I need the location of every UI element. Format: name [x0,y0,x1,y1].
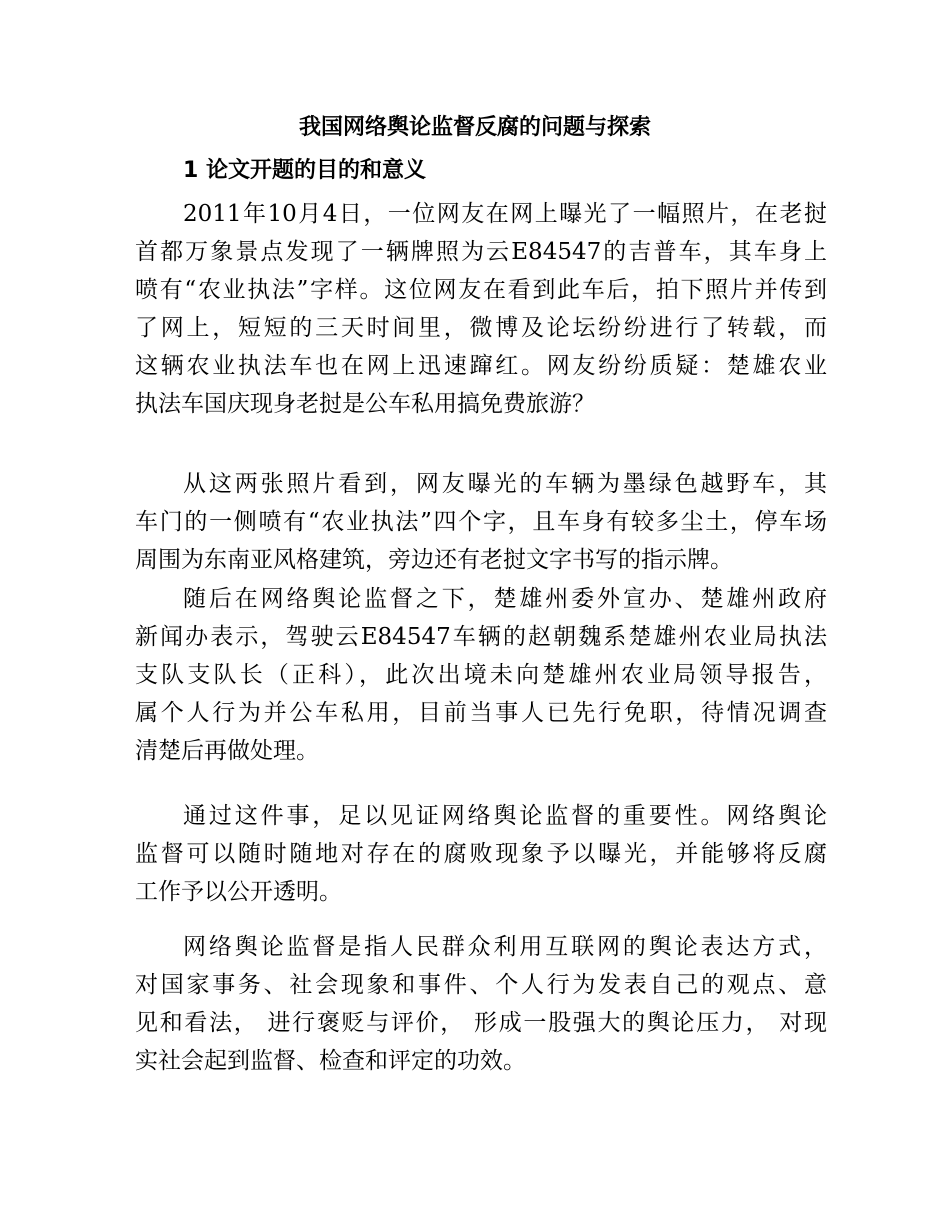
document-title: 我国网络舆论监督反腐的问题与探索 [298,115,651,140]
paragraph-line: 这辆农业执法车也在网上迅速蹿红。网友纷纷质疑：楚雄农业 [135,353,827,379]
paragraph-line: 了网上，短短的三天时间里，微博及论坛纷纷进行了转载，而 [135,315,827,341]
paragraph-line: 实社会起到监督、检查和评定的功效。 [135,1048,526,1074]
paragraph-line: 周围为东南亚风格建筑，旁边还有老挝文字书写的指示牌。 [135,547,733,573]
paragraph-line: 车门的一侧喷有“农业执法”四个字，且车身有较多尘土，停车场 [135,509,827,535]
paragraph-line: 从这两张照片看到，网友曝光的车辆为墨绿色越野车，其 [183,471,827,497]
paragraph-line: 网络舆论监督是指人民群众利用互联网的舆论表达方式， [183,934,827,960]
paragraph-line: 对国家事务、社会现象和事件、个人行为发表自己的观点、意 [135,972,827,998]
paragraph-line: 监督可以随时随地对存在的腐败现象予以曝光，并能够将反腐 [135,841,827,867]
paragraph-line: 支队支队长（正科），此次出境未向楚雄州农业局领导报告， [135,662,827,688]
paragraph-line: 通过这件事，足以见证网络舆论监督的重要性。网络舆论 [183,803,827,829]
paragraph-line: 首都万象景点发现了一辆牌照为云E84547的吉普车，其车身上 [135,239,827,265]
paragraph-line: 见和看法， 进行褒贬与评价， 形成一股强大的舆论压力， 对现 [135,1010,827,1036]
section-heading: 1 论文开题的目的和意义 [183,158,426,183]
paragraph-line: 执法车国庆现身老挝是公车私用搞免费旅游？ [135,391,595,417]
paragraph-line: 2011年10月4日，一位网友在网上曝光了一幅照片，在老挝 [183,201,827,227]
paragraph-1 [135,195,827,423]
paragraph-4 [135,797,827,911]
paragraph-5 [135,928,827,1080]
paragraph-2 [135,465,827,579]
paragraph-line: 喷有“农业执法”字样。这位网友在看到此车后，拍下照片并传到 [135,277,827,303]
paragraph-line: 清楚后再做处理。 [135,738,319,764]
paragraph-line: 随后在网络舆论监督之下，楚雄州委外宣办、楚雄州政府 [183,586,827,612]
paragraph-line: 属个人行为并公车私用，目前当事人已先行免职，待情况调查 [135,700,827,726]
paragraph-3 [135,580,827,770]
paragraph-line: 新闻办表示，驾驶云E84547车辆的赵朝魏系楚雄州农业局执法 [135,624,827,650]
paragraph-line: 工作予以公开透明。 [135,879,342,905]
